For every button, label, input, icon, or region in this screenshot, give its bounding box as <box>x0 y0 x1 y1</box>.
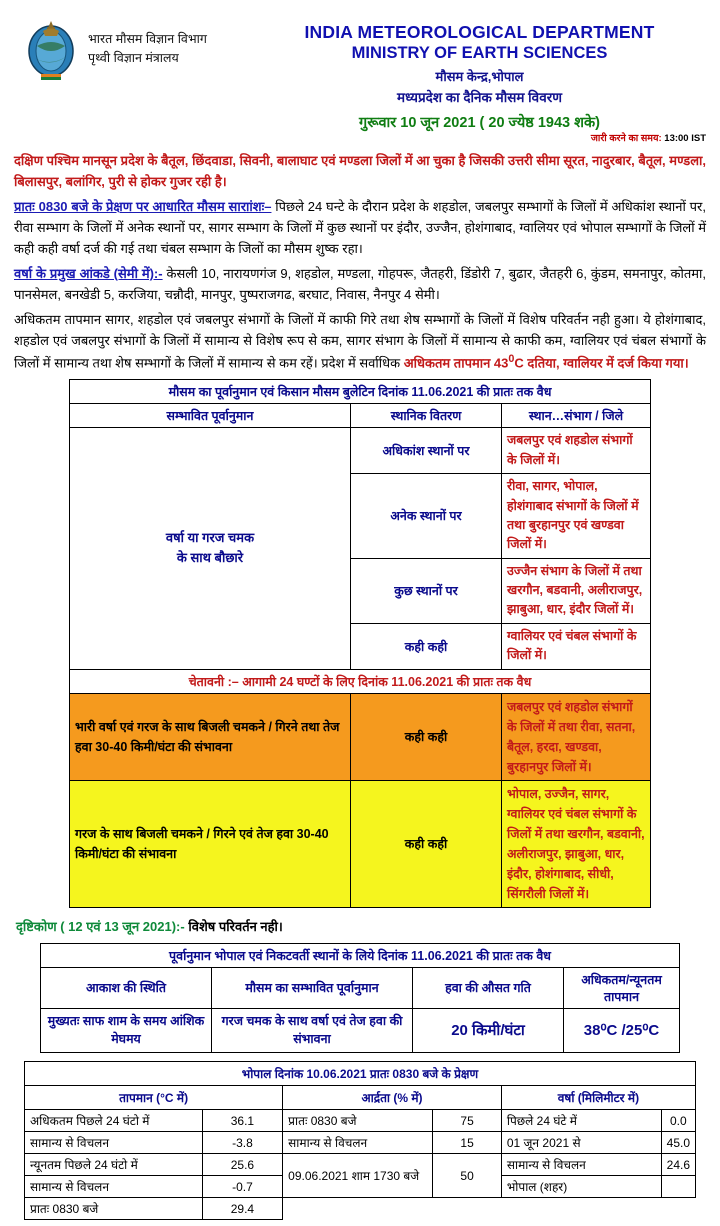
observations-empty-cell <box>661 1198 695 1220</box>
forecast-left-label-line2: के साथ बौछारे <box>176 550 244 566</box>
dept-hindi-line2: पृथ्वी विज्ञान मंत्रालय <box>88 51 179 66</box>
warning-title: चेतावनी :– आगामी 24 घण्टों के लिए दिनांक 11.06.2021 की प्रातः तक वैध <box>70 669 651 693</box>
forecast-header-2: स्थान…संभाग / जिले <box>502 404 651 428</box>
title-block <box>253 16 706 132</box>
forecast-distribution-0: अधिकांश स्थानों पर <box>351 428 502 474</box>
warning-title-row <box>70 669 651 693</box>
bhopal-header-row <box>41 967 680 1008</box>
humidity-value-2: 50 <box>433 1154 502 1198</box>
issue-time-label: जारी करने का समय: <box>590 132 662 144</box>
title-hindi-center: मौसम केन्द्र,भोपाल <box>435 68 524 84</box>
bhopal-value-0: मुख्यतः साफ शाम के समय आंशिक मेघमय <box>41 1008 212 1053</box>
rain-value-1: 45.0 <box>661 1132 695 1154</box>
rainfall-label: वर्षा के प्रमुख आंकडे (सेमी में):- <box>14 265 163 281</box>
observations-col-header-2: वर्षा (मिलिमीटर में) <box>501 1086 695 1110</box>
bhopal-forecast-table <box>40 943 680 1054</box>
document-header <box>14 10 706 134</box>
forecast-title: मौसम का पूर्वानुमान एवं किसान मौसम बुलेटिन दिनांक 11.06.2021 की प्रातः तक वैध <box>70 380 651 404</box>
humidity-label-0: प्रातः 0830 बजे <box>283 1110 433 1132</box>
india-national-emblem-icon <box>14 16 88 80</box>
warning-distribution-0: कही कही <box>351 693 502 780</box>
forecast-distribution-1: अनेक स्थानों पर <box>351 474 502 559</box>
temperature-highlight-2: C दतिया, ग्वालियर में दर्ज किया गया। <box>514 355 689 371</box>
humidity-value-0: 75 <box>433 1110 502 1132</box>
forecast-left-label <box>70 428 351 669</box>
warning-row <box>70 693 651 780</box>
forecast-table <box>69 379 651 907</box>
rain-label-2: सामान्य से विचलन <box>501 1154 661 1176</box>
department-name-hindi <box>88 16 253 69</box>
forecast-places-2: उज्जैन संभाग के जिलों में तथा खरगौन, बडवानी, अलीराजपुर, झाबुआ, धार, इंदौर जिलों में। <box>502 558 651 623</box>
temp-value-2: 25.6 <box>202 1154 283 1176</box>
forecast-places-3: ग्वालियर एवं चंबल संभागों के जिलों में। <box>502 623 651 669</box>
summary-label: प्रातः 0830 बजे के प्रेक्षण पर आधारित मौसम साराांशः– <box>14 198 272 214</box>
outlook-line <box>16 917 706 935</box>
bhopal-forecast-title: पूर्वानुमान भोपाल एवं निकटवर्ती स्थानों के लिये दिनांक 11.06.2021 की प्रातः तक वैध <box>41 943 680 967</box>
outlook-label: दृष्टिकोण ( 12 एवं 13 जून 2021):- <box>16 918 185 934</box>
bhopal-header-1: मौसम का सम्भावित पूर्वानुमान <box>212 967 413 1008</box>
humidity-label-2: 09.06.2021 शाम 1730 बजे <box>283 1154 433 1198</box>
temperature-highlight: अधिकतम तापमान 43 <box>403 355 509 371</box>
bhopal-header-3: अधिकतम/न्यूनतम तापमान <box>564 967 680 1008</box>
observations-empty-cell <box>433 1198 502 1220</box>
forecast-row <box>70 428 651 474</box>
bhopal-title-row <box>41 943 680 967</box>
observations-row <box>25 1132 696 1154</box>
forecast-section <box>69 379 651 907</box>
observations-title-row <box>25 1062 696 1086</box>
temp-label-0: अधिकतम पिछले 24 घंटो में <box>25 1110 203 1132</box>
outlook-text: विशेष परिवर्तन नही। <box>188 918 283 934</box>
temp-label-2: न्यूनतम पिछले 24 घंटो में <box>25 1154 203 1176</box>
temp-value-4: 29.4 <box>202 1198 283 1220</box>
observations-col-header-0: तापमान (°C में) <box>25 1086 283 1110</box>
temp-label-4: प्रातः 0830 बजे <box>25 1198 203 1220</box>
summary-paragraph <box>14 196 706 259</box>
forecast-header-1: स्थानिक वितरण <box>351 404 502 428</box>
monsoon-paragraph: दक्षिण पश्चिम मानसून प्रदेश के बैतूल, छिंदवाडा, सिवनी, बालाघाट एवं मण्डला जिलों में आ चुका है जिसकी उत्तरी सीमा सूरत, नादुरबार, बैतूल, मण्डला, बिलासपुर, बलांगिर, पुरी से होकर गुजर रही है। <box>14 152 706 189</box>
rain-value-2: 24.6 <box>661 1154 695 1176</box>
rain-value-0: 0.0 <box>661 1110 695 1132</box>
warning-row <box>70 780 651 907</box>
rain-label-3: भोपाल (शहर) <box>501 1176 661 1198</box>
observations-empty-cell <box>501 1198 661 1220</box>
bhopal-value-2: 20 किमी/घंटा <box>413 1008 564 1053</box>
issue-time-line <box>14 131 706 144</box>
title-english-ministry: MINISTRY OF EARTH SCIENCES <box>351 44 608 62</box>
humidity-label-1: सामान्य से विचलन <box>283 1132 433 1154</box>
forecast-places-1: रीवा, सागर, भोपाल, होशंगाबाद संभागों के जिलों में तथा बुरहानपुर एवं खण्डवा जिलों में। <box>502 474 651 559</box>
summary-text: पिछले 24 घन्टे के दौरान प्रदेश के शहडोल, जबलपुर सम्भागों के जिलों में अधिकांश स्थानों पर, रीवा सम्भाग के जिलों में अनेक स्थानों पर, सागर सम्भाग के जिलों में कुछ स्थानों पर इंदौर, उज्जैन, होशंगाबाद, ग्वालियर एवं भोपाल सम्भागों के जिलों में कही कही वर्षा दर्ज की गई तथा चंबल सम्भाग के जिलों का मौसम शुष्क रहा। <box>14 198 706 256</box>
bhopal-value-row <box>41 1008 680 1053</box>
warning-places-1: भोपाल, उज्जैन, सागर, ग्वालियर एवं चंबल संभागों के जिलों में तथा खरगौन, बडवानी, अलीराजपुर, झाबुआ, धार, इंदौर, होशंगाबाद, सीधी, सिंगरौली जिलों में। <box>502 780 651 907</box>
forecast-distribution-3: कही कही <box>351 623 502 669</box>
observations-empty-cell <box>283 1198 433 1220</box>
warning-distribution-1: कही कही <box>351 780 502 907</box>
bhopal-value-1: गरज चमक के साथ वर्षा एवं तेज हवा की संभावना <box>212 1008 413 1053</box>
warning-text-1: गरज के साथ बिजली चमकने / गिरने एवं तेज हवा 30-40 किमी/घंटा की संभावना <box>70 780 351 907</box>
bhopal-value-3: 38⁰C /25⁰C <box>564 1008 680 1053</box>
temp-value-1: -3.8 <box>202 1132 283 1154</box>
observations-row <box>25 1198 696 1220</box>
observations-row <box>25 1110 696 1132</box>
temp-label-1: सामान्य से विचलन <box>25 1132 203 1154</box>
temp-value-3: -0.7 <box>202 1176 283 1198</box>
forecast-places-0: जबलपुर एवं शहडोल संभागों के जिलों में। <box>502 428 651 474</box>
rainfall-paragraph <box>14 263 706 305</box>
temp-value-0: 36.1 <box>202 1110 283 1132</box>
title-hindi-bulletin: मध्यप्रदेश का दैनिक मौसम विवरण <box>397 89 562 105</box>
observations-header-row <box>25 1086 696 1110</box>
forecast-header-0: सम्भावित पूर्वानुमान <box>70 404 351 428</box>
observations-section <box>24 1061 696 1220</box>
title-english-imd: INDIA METEOROLOGICAL DEPARTMENT <box>304 22 655 42</box>
bhopal-forecast-section <box>40 943 680 1054</box>
bulletin-date: गुरूवार 10 जून 2021 ( 20 ज्येष्ठ 1943 शके) <box>359 114 600 131</box>
rainfall-text: केसली 10, नारायणगंज 9, शहडोल, मण्डला, गोहपरू, जैतहरी, डिंडोरी 7, बुढार, जैतहरी 6, कुंडम, समनापुर, कोतमा, पानसेमल, बनखेडी 5, करजिया, चन्नौदी, मानपुर, पुष्पराजगढ, बरघाट, निवास, नैनपुर 4 सेमी। <box>14 265 706 302</box>
observations-title: भोपाल दिनांक 10.06.2021 प्रातः 0830 बजे के प्रेक्षण <box>25 1062 696 1086</box>
issue-time-value: 13:00 IST <box>664 132 706 144</box>
temperature-paragraph <box>14 309 706 373</box>
humidity-value-1: 15 <box>433 1132 502 1154</box>
temp-label-3: सामान्य से विचलन <box>25 1176 203 1198</box>
warning-places-0: जबलपुर एवं शहडोल संभागों के जिलों में तथा रीवा, सतना, बैतूल, हरदा, खण्डवा, बुरहानपुर जिलों में। <box>502 693 651 780</box>
bhopal-header-0: आकाश की स्थिति <box>41 967 212 1008</box>
warning-text-0: भारी वर्षा एवं गरज के साथ बिजली चमकने / गिरने तथा तेज हवा 30-40 किमी/घंटा की संभावना <box>70 693 351 780</box>
forecast-distribution-2: कुछ स्थानों पर <box>351 558 502 623</box>
forecast-header-row <box>70 404 651 428</box>
dept-hindi-line1: भारत मौसम विज्ञान विभाग <box>88 32 207 46</box>
forecast-title-row <box>70 380 651 404</box>
bhopal-header-2: हवा की औसत गति <box>413 967 564 1008</box>
rain-label-0: पिछले 24 घंटे में <box>501 1110 661 1132</box>
forecast-left-label-line1: वर्षा या गरज चमक <box>165 529 255 545</box>
observations-table <box>24 1061 696 1220</box>
rain-label-1: 01 जून 2021 से <box>501 1132 661 1154</box>
observations-row <box>25 1154 696 1176</box>
temperature-text-1: अधिकतम तापमान सागर, शहडोल एवं जबलपुर संभागों के जिलों में काफी गिरे तथा शेष सम्भागों के जिलों में विशेष परिवर्तन नही हुआ। ये होशंगाबाद, शहडोल एवं जबलपुर संभागों के जिलों में सामान्य से विशेष रूप से कम, सागर संभाग के जिलों में सामान्य से काफी कम, ग्वालियर एवं चंबल संभागों के जिलों में सामान्य तथा शेष सम्भागों के जिलों में सामान्य से कम रहें। प्रदेश में सर्वाधिक <box>14 311 706 371</box>
observations-col-header-1: आर्द्रता (% में) <box>283 1086 502 1110</box>
temperature-highlight-sup: 0 <box>508 353 515 366</box>
rain-value-3 <box>661 1176 695 1198</box>
